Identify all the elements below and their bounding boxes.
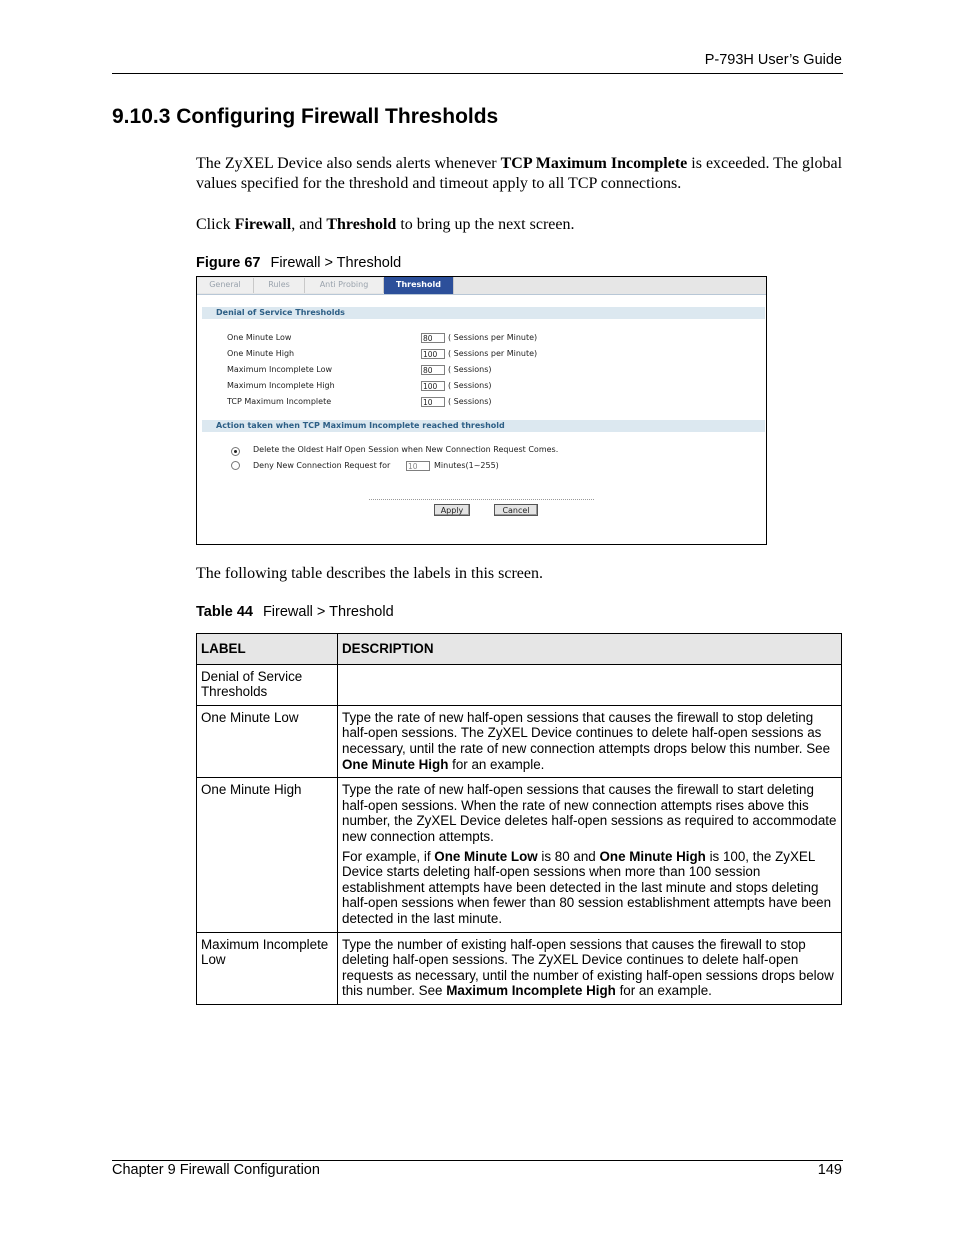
action-section-header: Action taken when TCP Maximum Incomplete reached threshold xyxy=(202,420,765,432)
footer-chapter: Chapter 9 Firewall Configuration xyxy=(112,1162,320,1178)
row-description: Type the rate of new half-open sessions that causes the firewall to stop deleting half-open sessions. The ZyXEL Device continues to delete half-open sessions as necessary, until the rate of new connection attempts drops below this number. See One Minute High for an example. xyxy=(338,705,842,777)
tab-bar xyxy=(197,277,766,295)
field-label-one-minute-high: One Minute High xyxy=(227,349,295,358)
deny-new-label: Deny New Connection Request for xyxy=(253,461,391,470)
row-label: Maximum Incomplete Low xyxy=(197,932,338,1004)
max-incomplete-high-unit: ( Sessions) xyxy=(448,381,492,390)
tab-general[interactable]: General xyxy=(197,278,254,293)
description-column-header: DESCRIPTION xyxy=(338,634,842,665)
row-description: Type the rate of new half-open sessions that causes the firewall to start deleting half-open sessions. When the rate of new connection attempts rises above this number, the ZyXEL Device deletes half-open sessions as required to accommodate new connection attempts. For example, if One Minute Low is 80 and One Minute High is 100, the ZyXEL Device starts deleting half-open sessions when more than 100 session establishment attempts have been detected in the last minute and stops deleting half-open sessions when fewer than 80 session establishment attempts have been detected in the last minute. xyxy=(338,778,842,932)
table-intro-paragraph: The following table describes the labels in this screen. xyxy=(196,565,544,582)
delete-oldest-radio[interactable] xyxy=(231,447,240,456)
table-header-row xyxy=(197,634,842,665)
table-row xyxy=(197,705,842,777)
label-column-header: LABEL xyxy=(197,634,338,665)
field-label-one-minute-low: One Minute Low xyxy=(227,333,292,342)
tcp-max-incomplete-input[interactable]: 10 xyxy=(421,397,445,407)
row-description xyxy=(338,664,842,705)
table-row xyxy=(197,932,842,1004)
tab-anti-probing[interactable]: Anti Probing xyxy=(305,278,384,293)
page-number: 149 xyxy=(817,1162,842,1178)
tcp-max-incomplete-unit: ( Sessions) xyxy=(448,397,492,406)
max-incomplete-low-unit: ( Sessions) xyxy=(448,365,492,374)
tab-rules[interactable]: Rules xyxy=(254,278,305,293)
table-row xyxy=(197,664,842,705)
one-minute-high-input[interactable]: 100 xyxy=(421,349,445,359)
delete-oldest-label: Delete the Oldest Half Open Session when New Connection Request Comes. xyxy=(253,445,559,454)
row-label: One Minute High xyxy=(197,778,338,932)
table-row xyxy=(197,778,842,932)
row-description: Type the number of existing half-open sessions that causes the firewall to stop deleting half-open sessions. The ZyXEL Device continues to delete half-open requests as necessary, until the number of existing half-open sessions drops below this number. See Maximum Incomplete High for an example. xyxy=(338,932,842,1004)
row-label: Denial of Service Thresholds xyxy=(197,664,338,705)
running-header-title: P-793H User’s Guide xyxy=(704,52,842,68)
row-label: One Minute Low xyxy=(197,705,338,777)
one-minute-low-input[interactable]: 80 xyxy=(421,333,445,343)
field-label-tcp-max-incomplete: TCP Maximum Incomplete xyxy=(227,397,332,406)
header-rule xyxy=(112,73,843,74)
separator-line xyxy=(369,499,594,500)
one-minute-low-unit: ( Sessions per Minute) xyxy=(448,333,538,342)
cancel-button[interactable]: Cancel xyxy=(494,504,538,516)
apply-button[interactable]: Apply xyxy=(434,504,470,516)
max-incomplete-low-input[interactable]: 80 xyxy=(421,365,445,375)
deny-minutes-unit: Minutes(1~255) xyxy=(434,461,499,470)
field-label-max-incomplete-low: Maximum Incomplete Low xyxy=(227,365,333,374)
instruction-paragraph: Click Firewall, and Threshold to bring up the next screen. xyxy=(196,216,575,233)
deny-new-radio[interactable] xyxy=(231,461,240,470)
intro-paragraph: The ZyXEL Device also sends alerts whenever TCP Maximum Incomplete is exceeded. The global values specified for the threshold and timeout apply to all TCP connections. xyxy=(196,155,843,192)
dos-section-header: Denial of Service Thresholds xyxy=(202,307,765,319)
label-description-table xyxy=(196,633,842,1005)
table-caption: Table 44 Firewall > Threshold xyxy=(196,604,394,620)
one-minute-high-unit: ( Sessions per Minute) xyxy=(448,349,538,358)
footer-rule xyxy=(112,1160,843,1161)
field-label-max-incomplete-high: Maximum Incomplete High xyxy=(227,381,335,390)
deny-minutes-input[interactable]: 10 xyxy=(406,461,430,471)
max-incomplete-high-input[interactable]: 100 xyxy=(421,381,445,391)
threshold-screen-figure xyxy=(196,276,767,545)
tab-threshold[interactable]: Threshold xyxy=(384,277,454,294)
section-heading: 9.10.3 Configuring Firewall Thresholds xyxy=(112,105,499,128)
figure-caption: Figure 67 Firewall > Threshold xyxy=(196,255,402,271)
